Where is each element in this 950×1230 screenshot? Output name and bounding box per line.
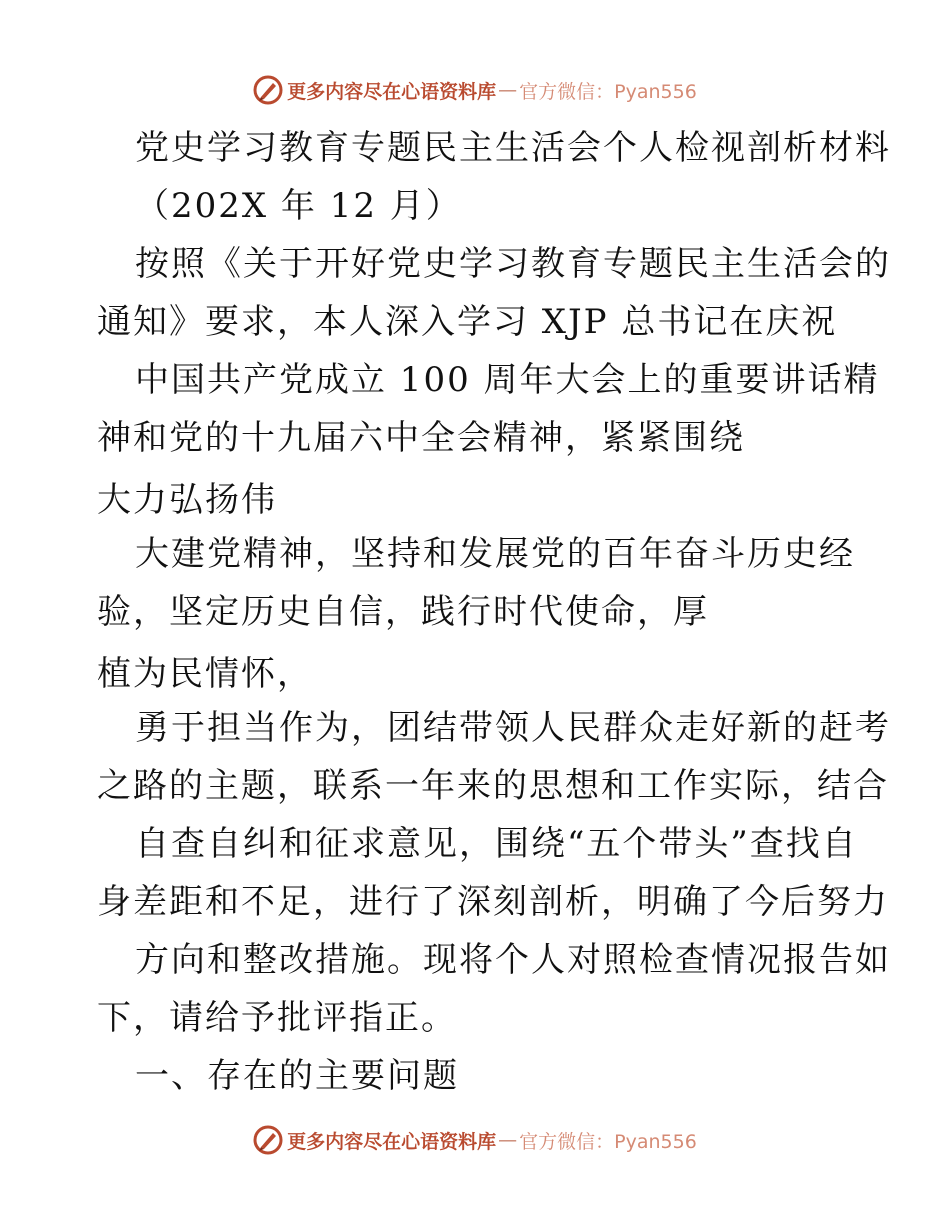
watermark-wechat-text: 官方微信：Pyan556 [519, 80, 697, 103]
paragraph-line-text: 验，坚定历史自信，践行时代使命，厚植为民情怀， [97, 592, 709, 694]
paragraph-line: 方向和整改措施。现将个人对照检查情况报告如 [135, 940, 891, 980]
paragraph-line: 之路的主题，联系一年来的思想和工作实际，结合 [97, 766, 889, 806]
watermark-main-text: 更多内容尽在心语资料库 [287, 80, 497, 103]
paragraph-line: 下，请给予批评指正。 [97, 998, 457, 1038]
section-heading: 一、存在的主要问题 [135, 1056, 459, 1096]
watermark-wechat-text: 官方微信：Pyan556 [519, 1130, 697, 1153]
watermark-separator: — [498, 1129, 518, 1151]
watermark-header [0, 70, 950, 110]
quill-logo-icon [253, 75, 283, 105]
document-date: （202X 年 12 月） [135, 186, 462, 226]
paragraph-line-text: 神和党的十九届六中全会精神，紧紧围绕大力弘扬伟 [97, 418, 745, 520]
paragraph-line: 大建党精神，坚持和发展党的百年奋斗历史经 [135, 534, 855, 574]
paragraph-line [0, 407, 760, 520]
paragraph-line: 勇于担当作为，团结带领人民群众走好新的赶考 [135, 708, 891, 748]
paragraph-line: 通知》要求，本人深入学习 XJP 总书记在庆祝 [97, 302, 838, 342]
document-title: 党史学习教育专题民主生活会个人检视剖析材料 [135, 128, 891, 168]
quill-logo-icon [253, 1125, 283, 1155]
paragraph-line: 自查自纠和征求意见，围绕“五个带头”查找自 [135, 824, 858, 864]
watermark-separator: — [498, 79, 518, 101]
watermark-main-text: 更多内容尽在心语资料库 [287, 1130, 497, 1153]
watermark-footer [0, 1120, 950, 1160]
paragraph-line: 身差距和不足，进行了深刻剖析，明确了今后努力 [97, 882, 889, 922]
paragraph-line: 按照《关于开好党史学习教育专题民主生活会的 [135, 244, 891, 284]
paragraph-line: 中国共产党成立 100 周年大会上的重要讲话精 [135, 360, 880, 400]
paragraph-line [0, 581, 730, 694]
